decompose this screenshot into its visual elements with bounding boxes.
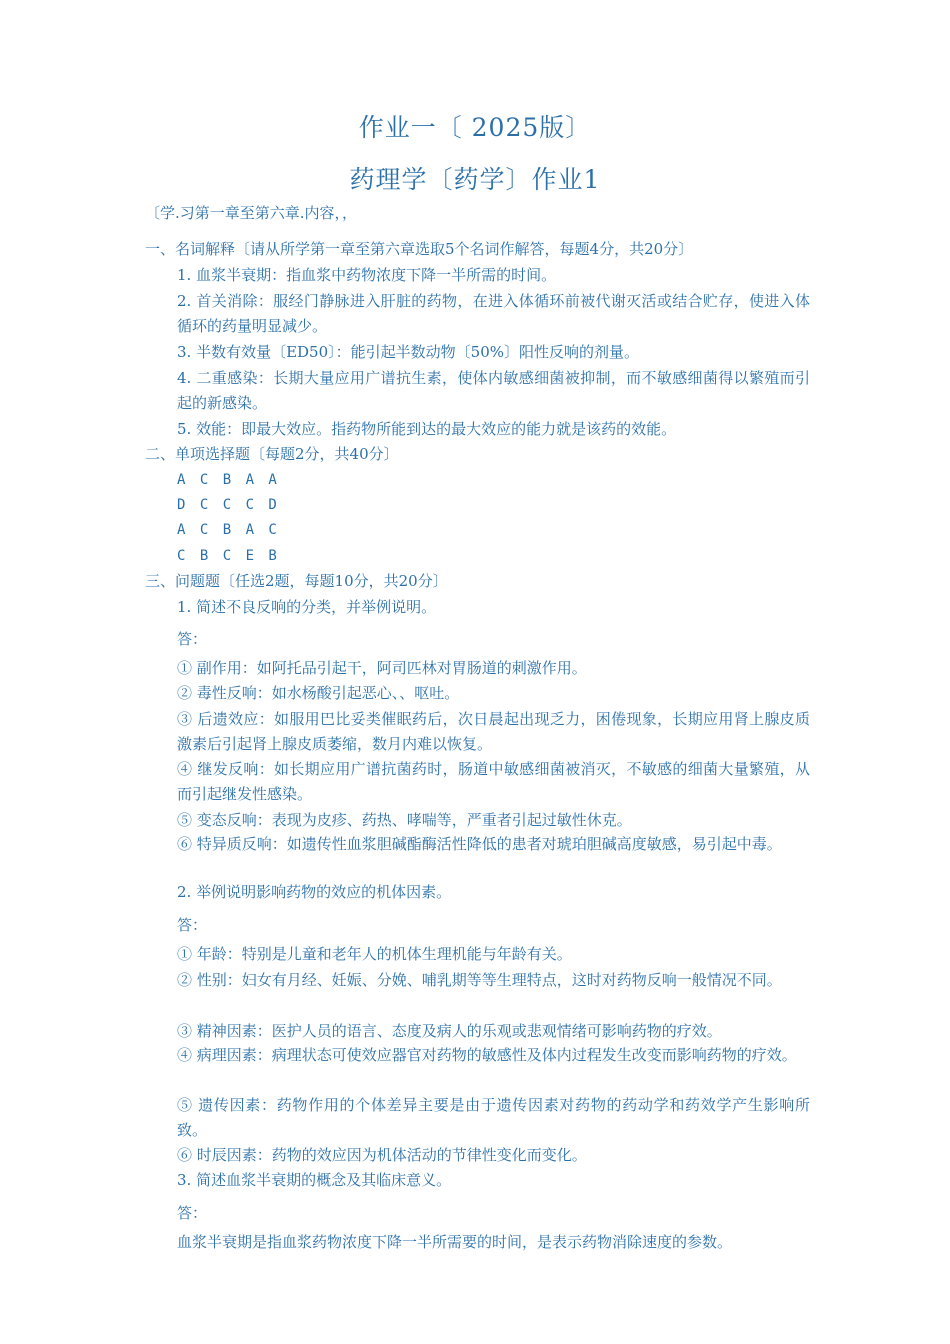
scope-note: 〔学.习第一章至第六章.内容，， — [145, 204, 358, 222]
answer-point: ⑤ 变态反响：表现为皮疹、药热、哮喘等，严重者引起过敏性休克。 — [177, 811, 632, 829]
answer-point: ① 副作用：如阿托品引起干，阿司匹林对胃肠道的刺激作用。 — [177, 659, 587, 677]
document-title: 作业一〔 2025版〕 — [358, 113, 592, 142]
term-item: 2. 首关消除：服经门静脉进入肝脏的药物，在进入体循环前被代谢灭活或结合贮存，使进入体循环的药量明显减少。 — [177, 292, 810, 335]
answer-point: ③ 精神因素：医护人员的语言、态度及病人的乐观或悲观情绪可影响药物的疗效。 — [177, 1022, 722, 1040]
answer-row: D C C C D — [177, 497, 280, 513]
answer-label: 答： — [177, 630, 208, 648]
answer-point: ③ 后遗效应：如服用巴比妥类催眠药后，次日晨起出现乏力，困倦现象，长期应用肾上腺皮质激素后引起肾上腺皮质萎缩，数月内难以恢复。 — [177, 710, 810, 753]
answer-label: 答： — [177, 1204, 208, 1222]
answer-point: ⑥ 时辰因素：药物的效应因为机体活动的节律性变化而变化。 — [177, 1146, 587, 1164]
answer-point: ④ 病理因素：病理状态可使效应器官对药物的敏感性及体内过程发生改变而影响药物的疗效。 — [177, 1046, 797, 1064]
answer-label: 答： — [177, 916, 208, 934]
answer-point: ⑥ 特异质反响：如遗传性血浆胆碱酯酶活性降低的患者对琥珀胆碱高度敏感，易引起中毒。 — [177, 835, 782, 853]
term-item: 3. 半数有效量〔ED50〕：能引起半数动物〔50%〕阳性反响的剂量。 — [177, 343, 639, 361]
answer-row: A C B A C — [177, 522, 280, 538]
question-3: 3. 简述血浆半衰期的概念及其临床意义。 — [177, 1171, 452, 1189]
answer-point: ② 毒性反响：如水杨酸引起恶心、、呕吐。 — [177, 684, 460, 702]
question-1: 1. 简述不良反响的分类，并举例说明。 — [177, 598, 437, 616]
section1-heading: 一、名词解释〔请从所学第一章至第六章选取5个名词作解答，每题4分，共20分〕 — [145, 240, 694, 258]
answer-text: 血浆半衰期是指血浆药物浓度下降一半所需要的时间，是表示药物消除速度的参数。 — [177, 1233, 733, 1251]
section3-heading: 三、问题题〔任选2题，每题10分，共20分〕 — [145, 572, 448, 590]
answer-point: ② 性别：妇女有月经、妊娠、分娩、哺乳期等等生理特点，这时对药物反响一般情况不同。 — [177, 971, 782, 989]
answer-row: A C B A A — [177, 472, 280, 488]
term-item: 5. 效能：即最大效应。指药物所能到达的最大效应的能力就是该药的效能。 — [177, 420, 677, 438]
answer-point: ① 年龄：特别是儿童和老年人的机体生理机能与年龄有关。 — [177, 945, 572, 963]
answer-point: ④ 继发反响：如长期应用广谱抗菌药时，肠道中敏感细菌被消灭，不敏感的细菌大量繁殖，从而引起继发性感染。 — [177, 760, 810, 803]
section2-heading: 二、单项选择题〔每题2分，共40分〕 — [145, 445, 399, 463]
term-item: 1. 血浆半衰期：指血浆中药物浓度下降一半所需的时间。 — [177, 266, 557, 284]
term-item: 4. 二重感染：长期大量应用广谱抗生素，使体内敏感细菌被抑制，而不敏感细菌得以繁殖而引起的新感染。 — [177, 369, 810, 412]
answer-point: ⑤ 遗传因素：药物作用的个体差异主要是由于遗传因素对药物的药动学和药效学产生影响所致。 — [177, 1096, 810, 1139]
document-subtitle: 药理学〔药学〕作业1 — [349, 165, 601, 194]
answer-row: C B C E B — [177, 548, 280, 564]
question-2: 2. 举例说明影响药物的效应的机体因素。 — [177, 883, 452, 901]
